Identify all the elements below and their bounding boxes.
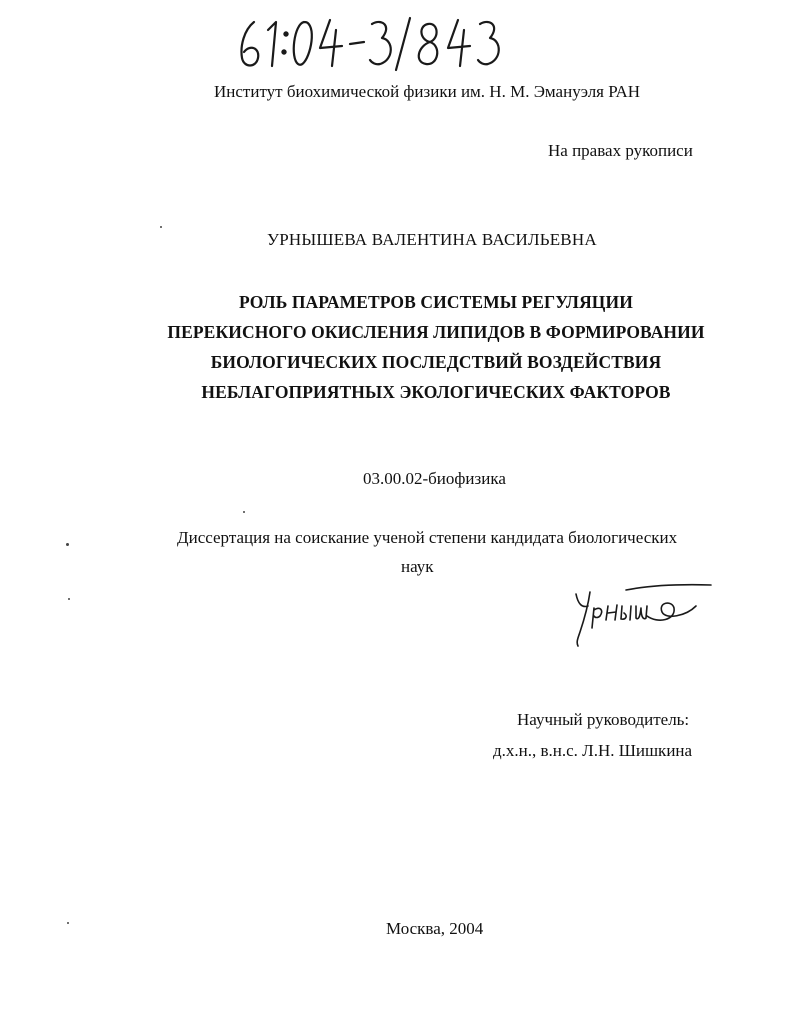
scan-speck (67, 922, 69, 924)
title-line: РОЛЬ ПАРАМЕТРОВ СИСТЕМЫ РЕГУЛЯЦИИ (239, 292, 633, 312)
supervisor-name: д.х.н., в.н.с. Л.Н. Шишкина (493, 741, 693, 760)
title-line: НЕБЛАГОПРИЯТНЫХ ЭКОЛОГИЧЕСКИХ ФАКТОРОВ (201, 382, 671, 402)
author-name: УРНЫШЕВА ВАЛЕНТИНА ВАСИЛЬЕВНА (267, 230, 597, 249)
manuscript-rights-note: На правах рукописи (548, 141, 693, 160)
scan-speck (243, 511, 245, 513)
scan-speck (68, 598, 70, 600)
handwritten-archive-number (232, 8, 512, 78)
city-and-year: Москва, 2004 (386, 919, 484, 938)
scan-speck (66, 543, 69, 546)
supervisor-label: Научный руководитель: (517, 710, 690, 729)
title-line: БИОЛОГИЧЕСКИХ ПОСЛЕДСТВИЙ ВОЗДЕЙСТВИЯ (210, 352, 662, 372)
dissertation-title (96, 287, 776, 407)
scan-speck (160, 226, 162, 228)
institute-name: Институт биохимической физики им. Н. М. Эмануэля РАН (214, 82, 641, 101)
degree-statement-line-1: Диссертация на соискание ученой степени кандидата биологических (177, 528, 678, 547)
degree-statement-line-2: наук (401, 557, 434, 576)
author-signature (566, 576, 716, 648)
specialty-code: 03.00.02-биофизика (363, 469, 506, 488)
title-line: ПЕРЕКИСНОГО ОКИСЛЕНИЯ ЛИПИДОВ В ФОРМИРОВАНИИ (167, 322, 705, 342)
